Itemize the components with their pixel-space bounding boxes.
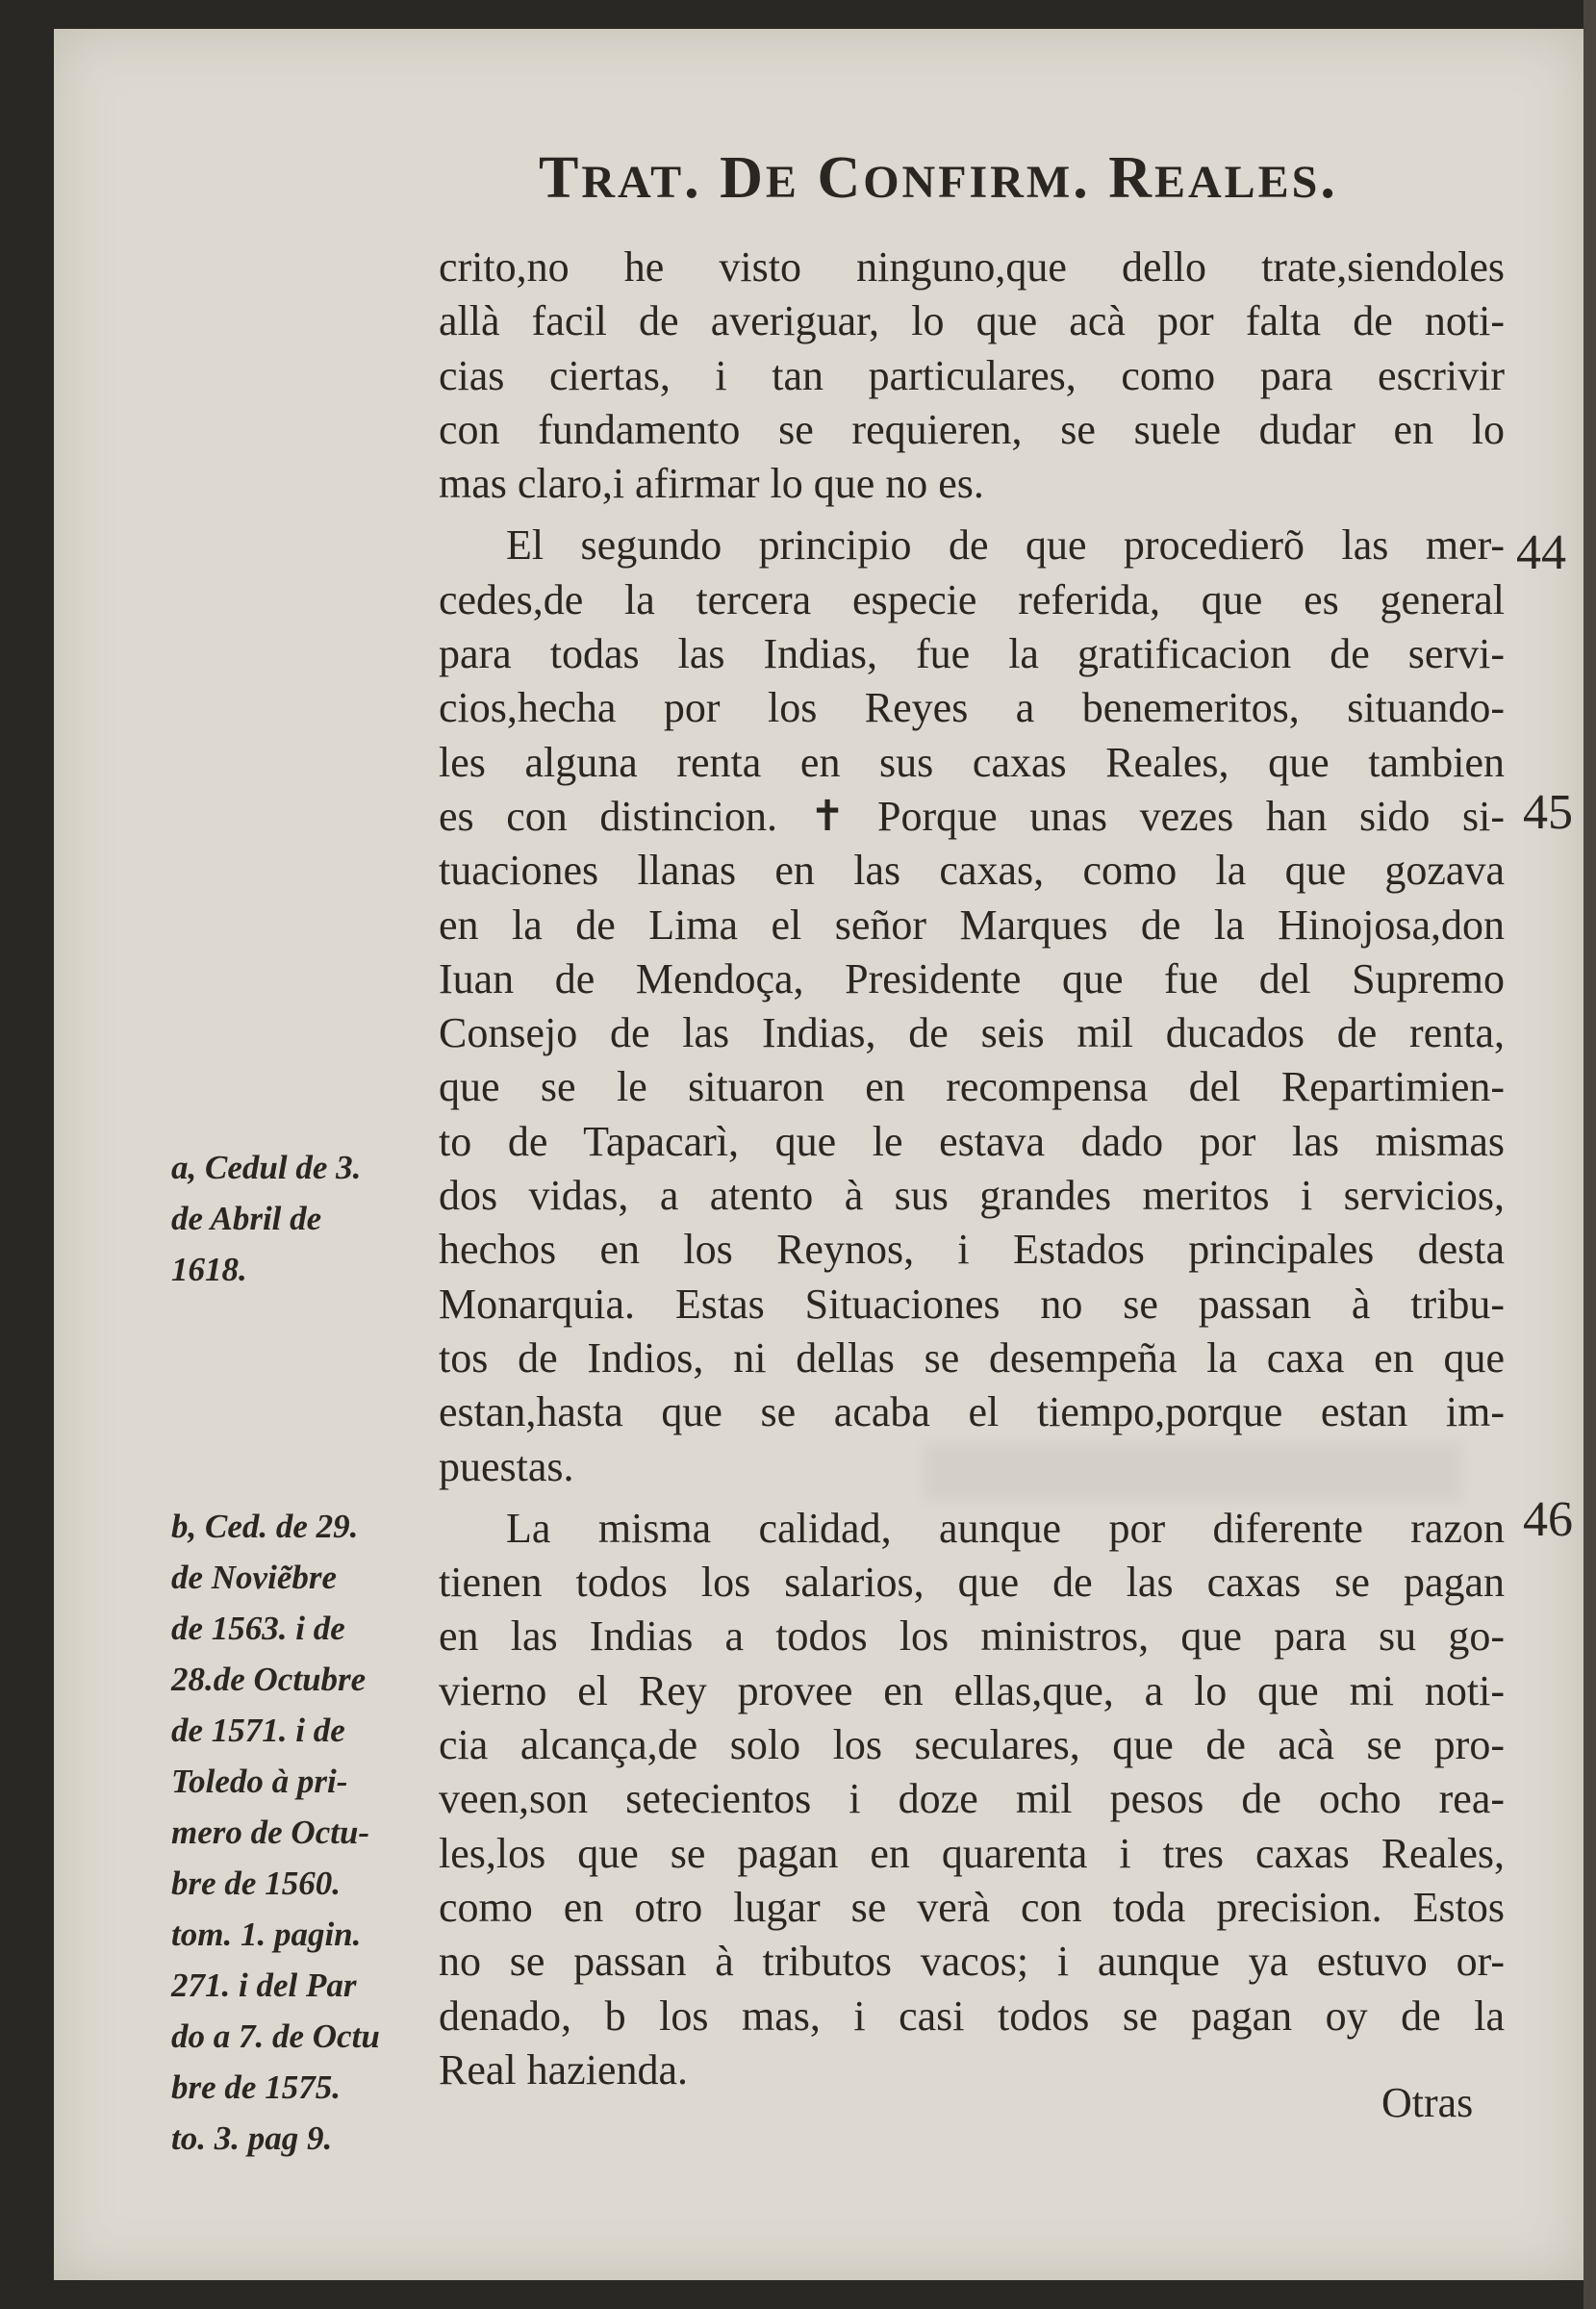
text-line: veen,son setecientos i doze mil pesos de ocho rea- xyxy=(439,1775,1505,1823)
text-line: cias ciertas, i tan particulares, como para escrivir xyxy=(439,351,1505,399)
text-line: les,los que se pagan en quarenta i tres caxas Reales, xyxy=(439,1829,1505,1877)
main-text xyxy=(439,241,1505,2097)
text-line: mas claro,i afirmar lo que no es. xyxy=(439,460,984,508)
text-line: con fundamento se requieren, se suele dudar en lo xyxy=(439,405,1505,453)
text-line: para todas las Indias, fue la gratificacion de servi- xyxy=(439,630,1505,678)
text-line: tuaciones llanas en las caxas, como la que gozava xyxy=(439,847,1505,895)
margin-number: 46 xyxy=(1523,1492,1573,1547)
running-header: TRAT. DE CONFIRM. REALES. xyxy=(539,145,1338,211)
text-line: estan,hasta que se acaba el tiempo,porque estan im- xyxy=(439,1388,1505,1436)
text-line: Real hazienda. xyxy=(439,2045,688,2093)
text-line: denado, b los mas, i casi todos se pagan oy de la xyxy=(439,1992,1505,2040)
text-line: hechos en los Reynos, i Estados principales desta xyxy=(439,1226,1505,1274)
margin-number: 44 xyxy=(1516,525,1566,580)
text-line: es con distincion. ✝ Porque unas vezes han sido si- xyxy=(439,792,1505,840)
text-line: no se passan à tributos vacos; i aunque ya estuvo or- xyxy=(439,1938,1505,1986)
paragraph-start: El segundo principio de que procedierõ las mer- xyxy=(506,521,1505,570)
text-line: Consejo de las Indias, de seis mil ducados de renta, xyxy=(439,1009,1505,1057)
text-line: tos de Indios, ni dellas se desempeña la caxa en que xyxy=(439,1333,1505,1382)
text-line: que se le situaron en recompensa del Repartimien- xyxy=(439,1063,1505,1111)
text-line: cia alcança,de solo los seculares, que de acà se pro- xyxy=(439,1721,1505,1769)
text-line: tienen todos los salarios, que de las caxas se pagan xyxy=(439,1559,1505,1607)
text-line: vierno el Rey provee en ellas,que, a lo que mi noti- xyxy=(439,1666,1505,1714)
text-line: allà facil de averiguar, lo que acà por falta de noti- xyxy=(439,297,1505,345)
catchword: Otras xyxy=(1381,2079,1474,2126)
side-note-a: a, Cedul de 3. de Abril de 1618. xyxy=(171,1149,362,1288)
text-line: cedes,de la tercera especie referida, que es general xyxy=(439,575,1505,623)
text-line: les alguna renta en sus caxas Reales, que tambien xyxy=(439,738,1505,786)
text-line: cios,hecha por los Reyes a benemeritos, situando- xyxy=(439,684,1505,732)
margin-number: 45 xyxy=(1523,785,1573,840)
text-line: en las Indias a todos los ministros, que para su go- xyxy=(439,1612,1505,1661)
text-line: crito,no he visto ninguno,que dello trate,siendoles xyxy=(439,243,1505,291)
text-line: dos vidas, a atento à sus grandes meritos i servicios, xyxy=(439,1172,1505,1220)
text-line: Monarquia. Estas Situaciones no se passan à tribu- xyxy=(439,1280,1505,1328)
text-line: puestas. xyxy=(439,1442,574,1490)
text-line: to de Tapacarì, que le estava dado por las mismas xyxy=(439,1117,1505,1165)
page-edge xyxy=(1583,0,1596,2309)
paragraph-start: La misma calidad, aunque por diferente razon xyxy=(506,1504,1505,1552)
text-line: como en otro lugar se verà con toda precision. Estos xyxy=(439,1883,1505,1931)
text-line: en la de Lima el señor Marques de la Hinojosa,don xyxy=(439,901,1505,949)
text-line: Iuan de Mendoça, Presidente que fue del Supremo xyxy=(439,954,1505,1002)
side-note-b: b, Ced. de 29. de Noviẽbre de 1563. i de 28.de Octubre de 1571. i de Toledo à pri- mero de Octu- bre de 1560. tom. 1. pagin. 271. i del Par do a 7. de Octu bre de 1575. to. 3. pag 9. xyxy=(171,1508,380,2157)
